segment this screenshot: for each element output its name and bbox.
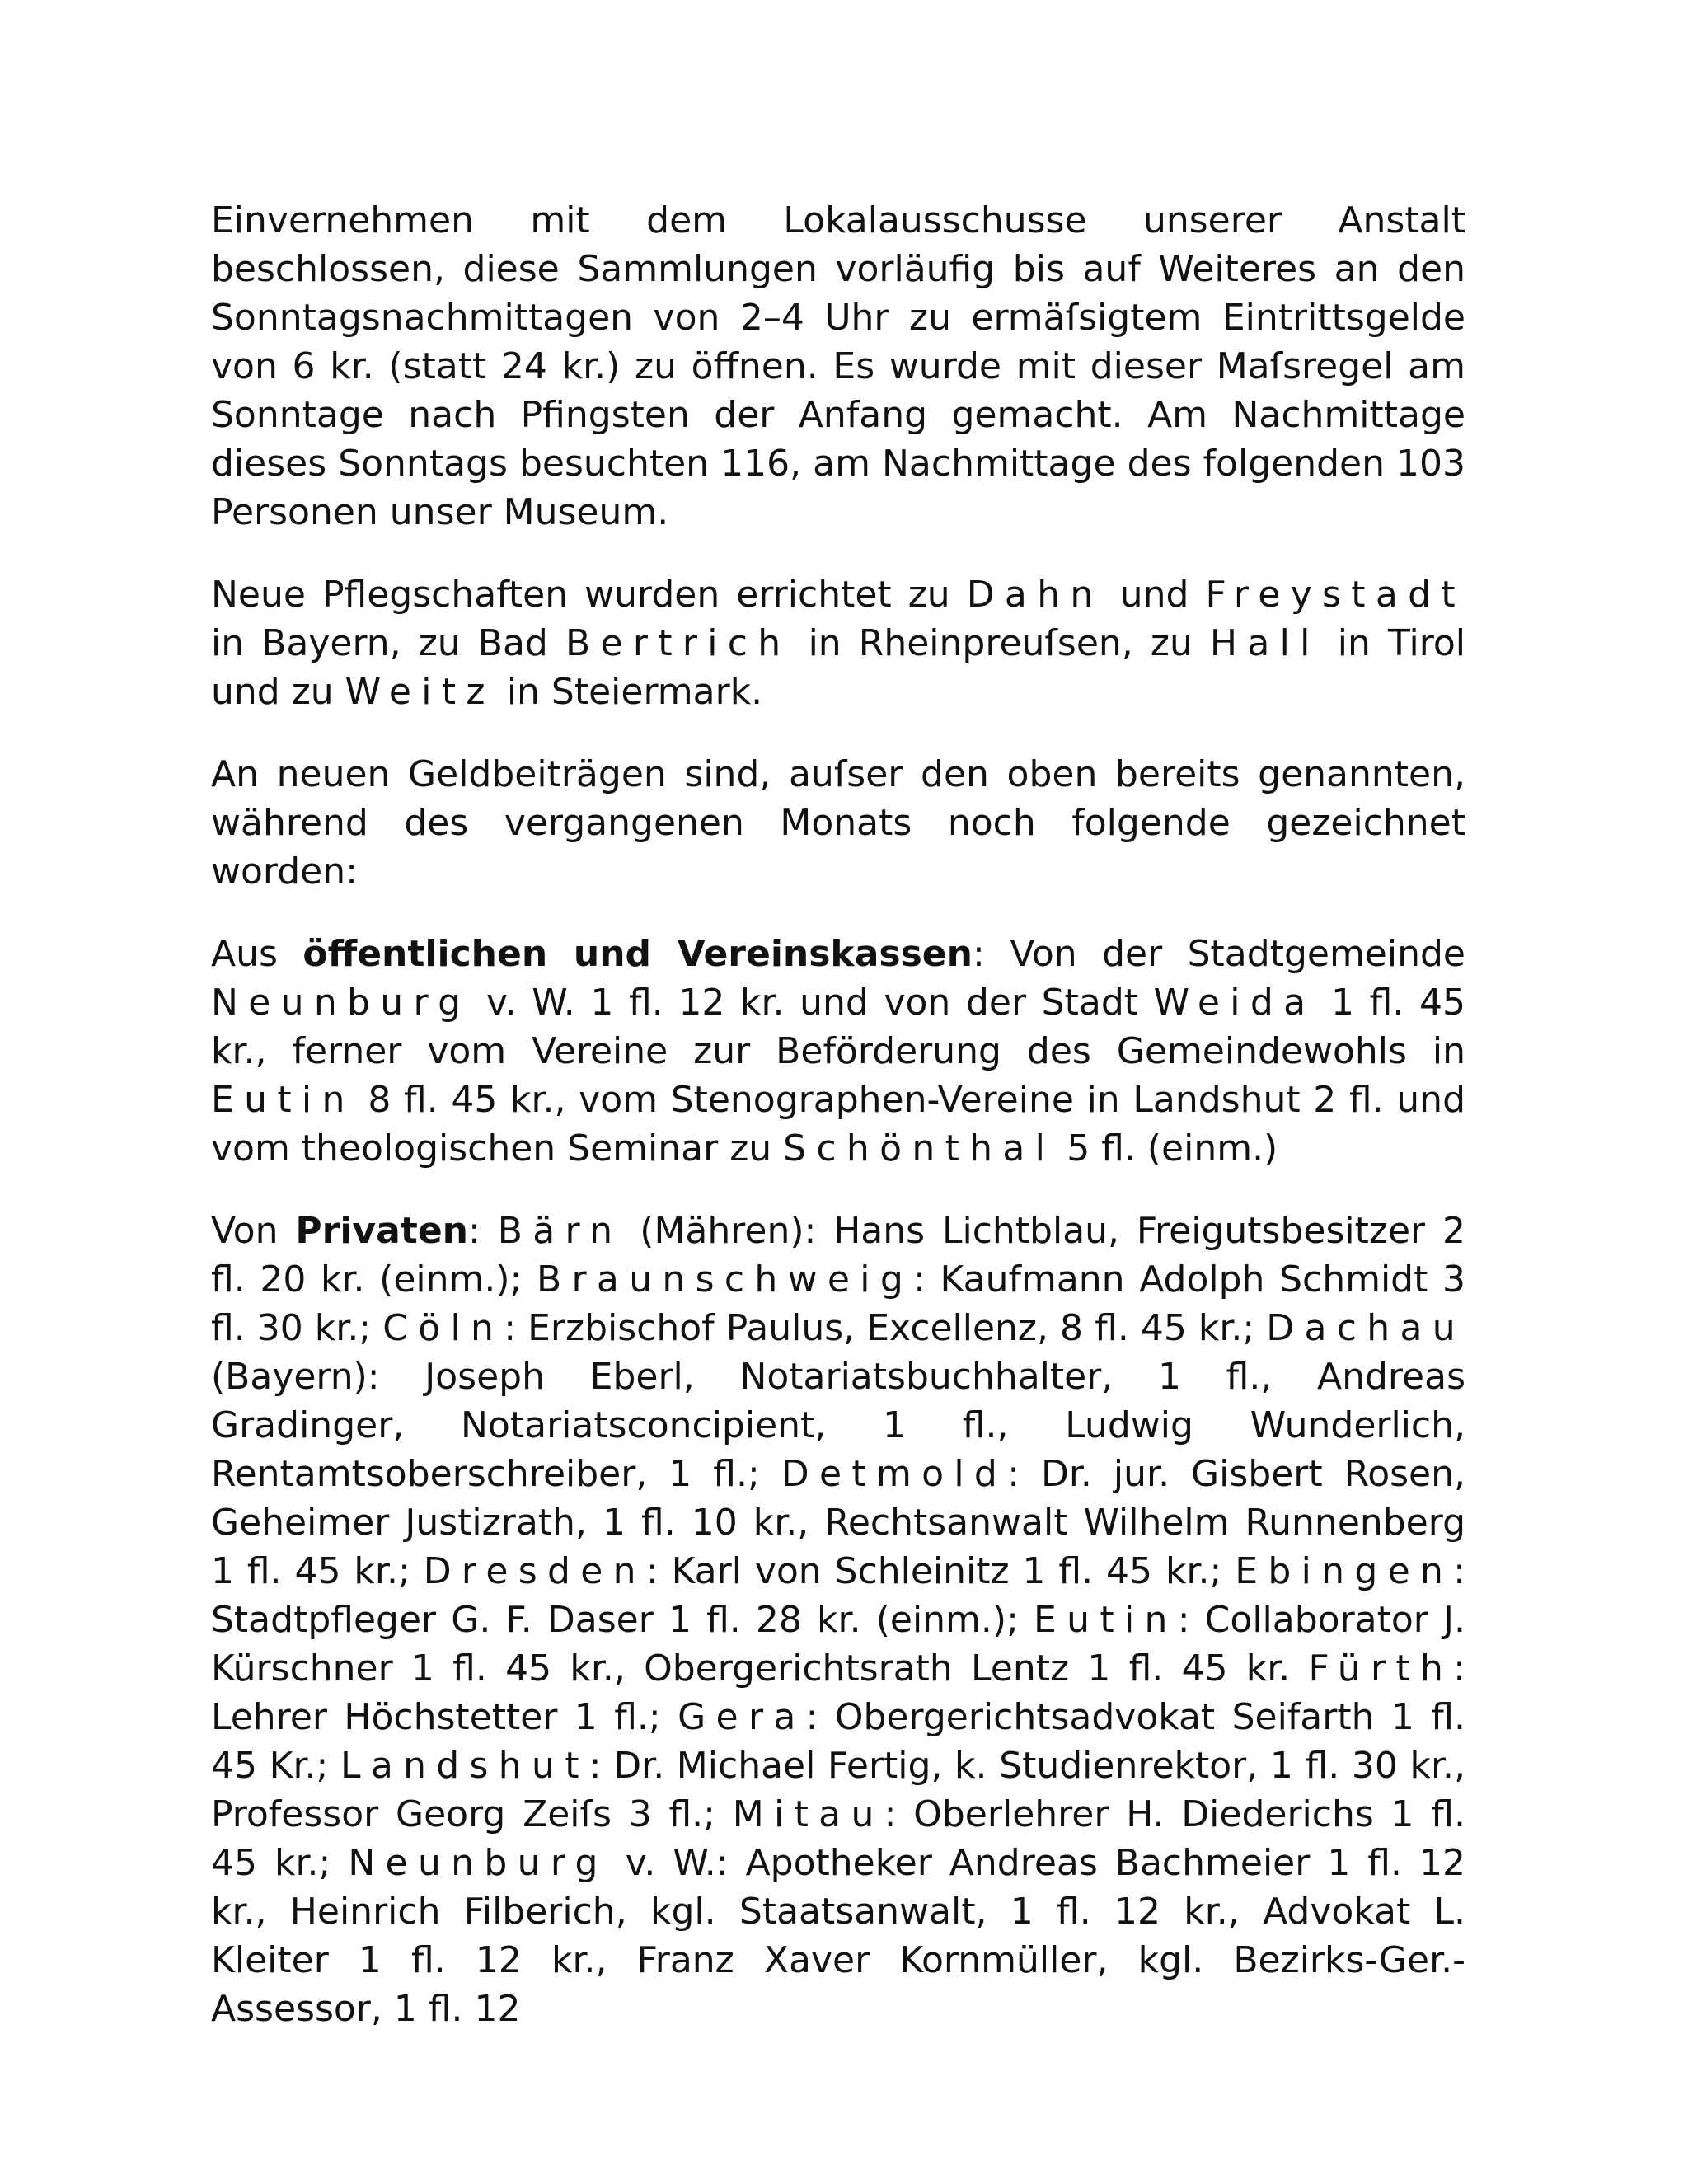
text-run: in Bayern, zu Bad: [211, 622, 565, 664]
place-name: Schönthal: [783, 1127, 1056, 1169]
paragraph-pflegschaften: [211, 570, 1465, 716]
place-name: Mitau: [732, 1793, 884, 1835]
text-run: : Kaufmann Adolph Schmidt 3 fl. 30 kr.;: [211, 1258, 1465, 1349]
text-run: in Rheinpreuſsen, zu: [790, 622, 1210, 664]
place-name: Dachau: [1266, 1307, 1465, 1349]
place-name: Neunburg: [348, 1842, 608, 1884]
text-run: Von: [211, 1210, 296, 1252]
place-name: Eutin: [211, 1079, 355, 1121]
place-name: Freystadt: [1205, 574, 1465, 616]
place-name: Braunschweig: [537, 1258, 914, 1301]
place-name: Gera: [678, 1696, 806, 1738]
place-name: Eutin: [1034, 1599, 1178, 1641]
bold-heading: Privaten: [295, 1210, 468, 1252]
text-run: : Stadtpfleger G. F. Daser 1 fl. 28 kr. (einm.);: [211, 1550, 1465, 1641]
text-run: v. W. 1 fl. 12 kr. und von der Stadt: [471, 982, 1154, 1024]
text-run: Aus: [211, 933, 303, 975]
text-run: : Erzbischof Paulus, Excellenz, 8 fl. 45 kr.;: [504, 1307, 1267, 1349]
paragraph-vereinskassen: [211, 930, 1465, 1173]
place-name: Fürth: [1308, 1647, 1454, 1690]
place-name: Dahn: [966, 574, 1104, 616]
document-page: [211, 196, 1465, 2067]
place-name: Detmold: [781, 1453, 1008, 1495]
text-run: Neue Pflegschaften wurden errichtet zu: [211, 574, 967, 616]
place-name: Cöln: [382, 1307, 504, 1349]
text-run: in Tirol und zu: [211, 622, 1465, 713]
text-run: : Oberlehrer H. Diederichs 1 fl. 45 kr.;: [211, 1793, 1465, 1884]
place-name: Weida: [1153, 982, 1316, 1024]
text-run: : Dr. jur. Gisbert Rosen, Geheimer Justizrath, 1 fl. 10 kr., Rechtsanwalt Wilhelm Runnenberg 1 fl. 45 kr.;: [211, 1453, 1465, 1592]
text-run: : Collaborator J. Kürschner 1 fl. 45 kr., Obergerichtsrath Lentz 1 fl. 45 kr.: [211, 1599, 1465, 1690]
place-name: Bertrich: [565, 622, 791, 664]
text-run: und: [1103, 574, 1206, 616]
place-name: Hall: [1209, 622, 1320, 664]
text-run: v. W.: Apotheker Andreas Bachmeier 1 fl. 12 kr., Heinrich Filberich, kgl. Staatsanwalt, 1 fl. 12 kr., Advokat L. Kleiter 1 fl. 12 kr., Franz Xaver Kornmüller, kgl. Bezirks-Ger.-Assessor, 1 fl. 12: [211, 1842, 1465, 2030]
place-name: Dresden: [423, 1550, 646, 1592]
place-name: Landshut: [340, 1745, 589, 1787]
text-run: : Obergerichtsadvokat Seifarth 1 fl. 45 Kr.;: [211, 1696, 1465, 1787]
place-name: Ebingen: [1235, 1550, 1454, 1592]
place-name: Weitz: [345, 671, 495, 713]
text-run: : Karl von Schleinitz 1 fl. 45 kr.;: [645, 1550, 1236, 1592]
text-run: 5 fl. (einm.): [1055, 1127, 1278, 1169]
text-run: : Dr. Michael Fertig, k. Studienrektor, 1 fl. 30 kr., Professor Georg Zeiſs 3 fl.;: [211, 1745, 1465, 1835]
text-run: An neuen Geldbeiträgen sind, auſser den oben bereits genannten, während des vergangenen Monats noch folgende gezeichnet worden:: [211, 753, 1465, 893]
place-name: Neunburg: [211, 982, 471, 1024]
text-run: (Bayern): Joseph Eberl, Notariatsbuchhalter, 1 fl., Andreas Gradinger, Notariatsconcipient, 1 fl., Ludwig Wunderlich, Rentamtsoberschreiber, 1 fl.;: [211, 1356, 1465, 1495]
text-run: : Lehrer Höchstetter 1 fl.;: [211, 1647, 1465, 1738]
paragraph-privaten: [211, 1207, 1465, 2033]
text-run: (Mähren): Hans Lichtblau, Freigutsbesitzer 2 fl. 20 kr. (einm.);: [211, 1210, 1465, 1301]
text-run: :: [468, 1210, 498, 1252]
text-run: Einvernehmen mit dem Lokalausschusse unserer Anstalt beschlossen, diese Sammlungen vorläufig bis auf Weiteres an den Sonntagsnachmittagen von 2–4 Uhr zu ermäſsigtem Eintrittsgelde von 6 kr. (statt 24 kr.) zu öffnen. Es wurde mit dieser Maſsregel am Sonntage nach Pfingsten der Anfang gemacht. Am Nachmittage dieses Sonntags besuchten 116, am Nachmittage des folgenden 103 Personen unser Museum.: [211, 199, 1465, 533]
bold-heading: öffentlichen und Vereinskassen: [302, 933, 973, 975]
place-name: Bärn: [497, 1210, 623, 1252]
text-run: : Von der Stadtgemeinde: [972, 933, 1465, 975]
text-run: 8 fl. 45 kr., vom Stenographen-Vereine in Landshut 2 fl. und vom theologischen Seminar zu: [211, 1079, 1465, 1169]
paragraph-sammlungen: [211, 196, 1465, 537]
text-run: in Steiermark.: [495, 671, 763, 713]
text-run: 1 fl. 45 kr., ferner vom Vereine zur Beförderung des Gemeindewohls in: [211, 982, 1465, 1072]
paragraph-geldbeitraege: [211, 750, 1465, 896]
